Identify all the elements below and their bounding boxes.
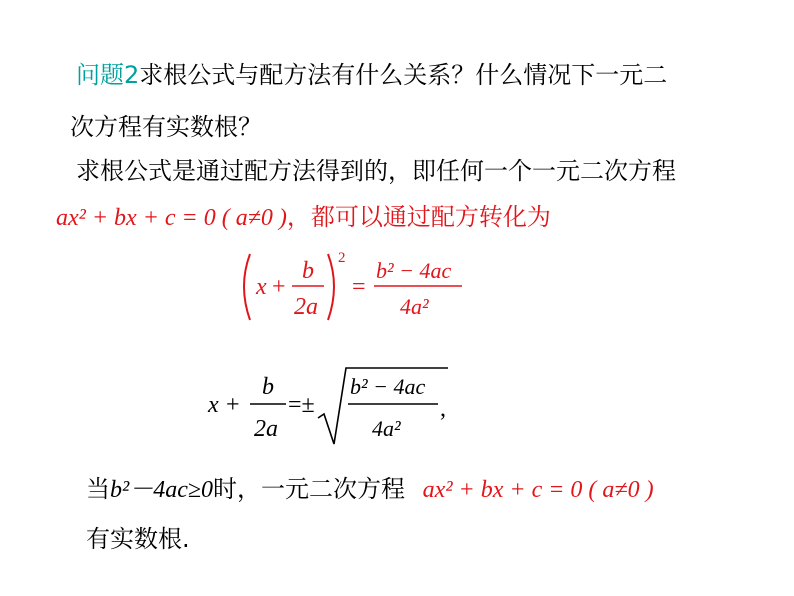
f2-den: 2a <box>254 416 278 442</box>
question-line-1 <box>76 60 667 90</box>
f1-rhs-den: 4a² <box>400 294 429 319</box>
question-text-2: 次方程有实数根？ <box>70 113 262 141</box>
question-label: 问题2 <box>76 61 140 89</box>
formula-root-svg <box>200 360 460 450</box>
f1-den: 2a <box>294 294 318 320</box>
conclusion-middle: 时，一元二次方程 <box>213 475 406 503</box>
left-paren <box>244 254 250 320</box>
question-line-2 <box>70 112 262 142</box>
right-paren <box>328 254 334 320</box>
f1-plus: + <box>272 274 286 300</box>
formula-completed-square <box>236 248 476 326</box>
f2-rad-den: 4a² <box>372 416 401 441</box>
f2-rad-num: b² − 4ac <box>350 374 426 399</box>
conclusion-condition: b²－4ac≥0 <box>110 477 214 503</box>
conclusion-text-2: 有实数根. <box>86 525 190 553</box>
f1-rhs-num: b² − 4ac <box>376 258 452 283</box>
f1-x: x <box>256 274 267 300</box>
f1-eq: = <box>352 274 366 300</box>
f2-num: b <box>262 374 274 400</box>
f2-x: x <box>208 392 219 418</box>
f2-comma: , <box>440 396 446 422</box>
conclusion-line-1 <box>86 474 654 505</box>
formula-completed-square-svg <box>236 248 476 326</box>
f2-eqpm: =± <box>288 392 315 418</box>
formula-root <box>200 360 460 450</box>
conclusion-equation: ax² + bx + c = 0 ( a≠0 ) <box>422 477 654 503</box>
explanation-line-1 <box>76 156 676 186</box>
explanation-suffix: ，都可以通过配方转化为 <box>286 203 551 231</box>
explanation-text-1: 求根公式是通过配方法得到的，即任何一个一元二次方程 <box>76 157 676 185</box>
explanation-line-2 <box>56 202 551 233</box>
conclusion-line-2 <box>86 524 190 554</box>
f2-plus: + <box>226 392 240 418</box>
f1-exp: 2 <box>338 250 346 266</box>
f1-num: b <box>302 258 314 284</box>
question-text-1: 求根公式与配方法有什么关系？什么情况下一元二 <box>139 61 668 89</box>
conclusion-prefix: 当 <box>86 475 110 503</box>
explanation-equation: ax² + bx + c = 0 ( a≠0 ) <box>56 205 287 231</box>
